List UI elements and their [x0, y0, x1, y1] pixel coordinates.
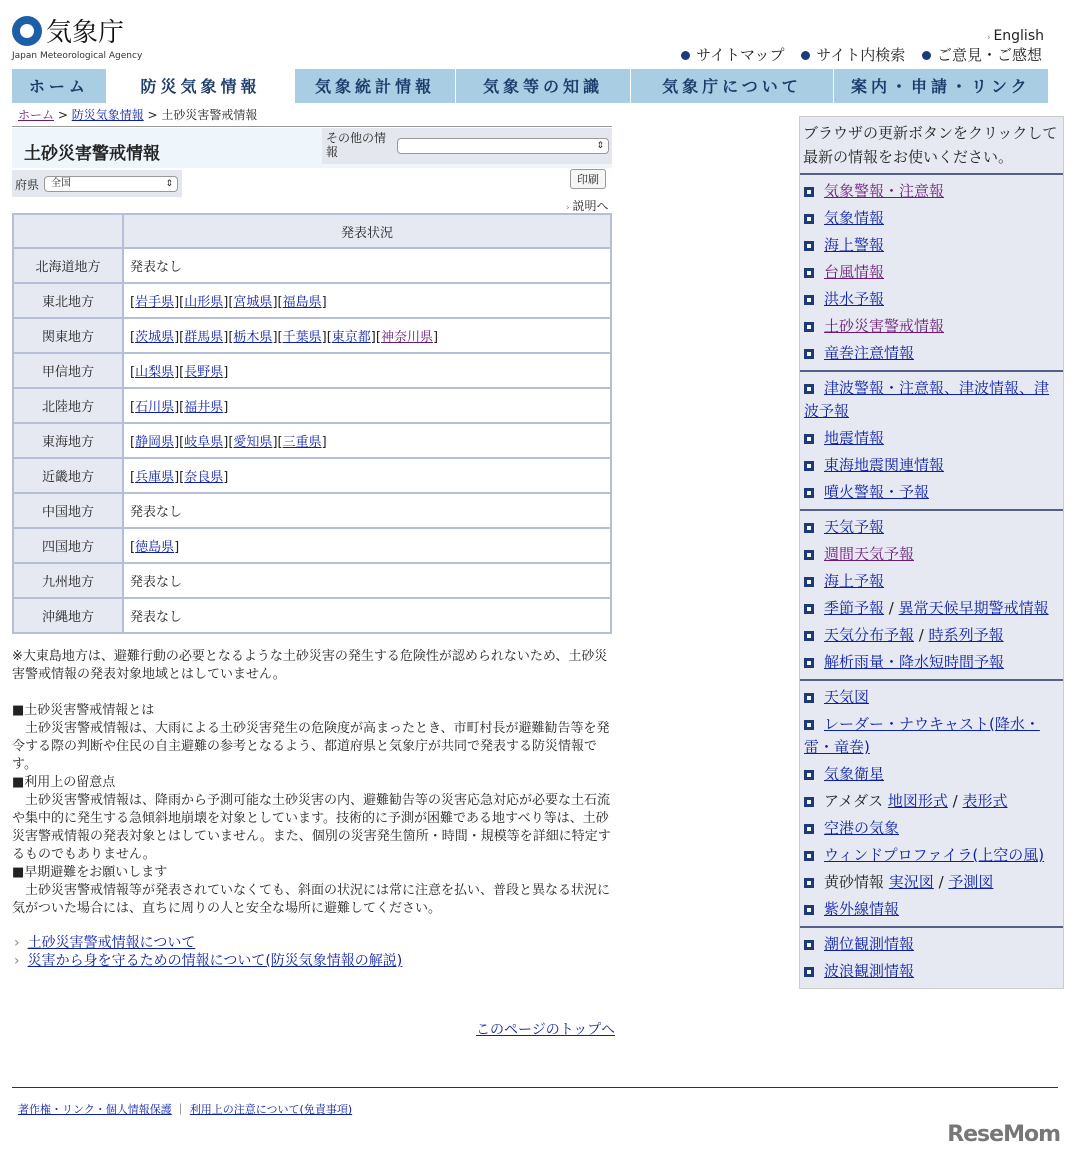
- sidebar-item-prefix: アメダス: [824, 792, 884, 810]
- sidebar-link[interactable]: 東海地震関連情報: [824, 456, 945, 474]
- square-bullet-icon: [804, 268, 814, 278]
- status-text: 発表なし: [130, 505, 183, 520]
- status-cell: [123, 563, 611, 598]
- other-info-label: その他の情報: [326, 131, 387, 159]
- sidebar-link[interactable]: 台風情報: [824, 263, 885, 281]
- status-cell: [岩手県][山形県][宮城県][福島県]: [123, 283, 611, 318]
- table-row: [13, 318, 611, 353]
- title-bar: [12, 128, 612, 168]
- status-cell: [兵庫県][奈良県]: [123, 458, 611, 493]
- square-bullet-icon: [804, 878, 814, 888]
- square-bullet-icon: [804, 322, 814, 332]
- region-cell: 中国地方: [13, 493, 123, 528]
- sidebar-item: [800, 843, 1063, 868]
- prefecture-link[interactable]: 群馬県: [184, 330, 224, 345]
- sidebar: [799, 116, 1064, 989]
- prefecture-link[interactable]: 三重県: [282, 435, 322, 450]
- table-header-status: 発表状況: [123, 214, 611, 248]
- page-title: 土砂災害警戒情報: [24, 144, 160, 164]
- prefecture-link[interactable]: 山形県: [184, 295, 224, 310]
- page-top-link[interactable]: このページのトップへ: [476, 1022, 616, 1038]
- sidebar-link[interactable]: 表形式: [962, 792, 1008, 810]
- sidebar-link[interactable]: 予測図: [948, 873, 994, 891]
- sidebar-item: 天気分布予報 / 時系列予報: [800, 623, 1063, 648]
- note-paragraph: ■利用上の留意点: [12, 775, 116, 790]
- sidebar-link[interactable]: 津波警報・注意報、津波情報、津波予報: [804, 379, 1050, 420]
- note-paragraph: 土砂災害警戒情報は、大雨による土砂災害発生の危険度が高まったとき、市町村長が避難勧告等を発令する際の判断や住民の自主避難の参考となるよう、都道府県と気象庁が共同で発表する防災情報です。: [12, 721, 610, 772]
- prefecture-link[interactable]: 東京都: [331, 330, 371, 345]
- sidebar-item: 黄砂情報 実況図 / 予測図: [800, 870, 1063, 895]
- warning-status-table: [12, 213, 612, 634]
- breadcrumb-disaster-info[interactable]: 防災気象情報: [71, 108, 144, 122]
- prefecture-link[interactable]: 徳島県: [135, 540, 175, 555]
- table-row: [13, 493, 611, 528]
- explanation-label: 説明へ: [572, 199, 609, 213]
- prefecture-link[interactable]: 福井県: [184, 400, 224, 415]
- table-row: [13, 388, 611, 423]
- region-cell: 北陸地方: [13, 388, 123, 423]
- note-paragraph: 土砂災害警戒情報は、降雨から予測可能な土砂災害の内、避難勧告等の災害応急対応が必要な土石流や集中的に発生する急傾斜地崩壊を対象としています。技術的に予測が困難である地すべり等は、土砂災害警戒情報の発表対象とはしていません。また、個別の災害発生箇所・時間・規模等を詳細に特定するものでもありません。: [12, 793, 611, 862]
- english-label: English: [993, 28, 1044, 44]
- note-paragraph: ※大東島地方は、避難行動の必要となるような土砂災害の発生する危険性が認められないため、土砂災害警戒情報の発表対象地域とはしていません。: [12, 649, 608, 682]
- logo-name: 気象庁: [46, 18, 125, 48]
- square-bullet-icon: [804, 797, 814, 807]
- region-cell: 東海地方: [13, 423, 123, 458]
- nav-about[interactable]: 気象庁について: [631, 69, 833, 103]
- sidebar-link[interactable]: 季節予報: [824, 599, 885, 617]
- sidebar-item: [800, 542, 1063, 567]
- sidebar-item: アメダス 地図形式 / 表形式: [800, 789, 1063, 814]
- status-cell: [123, 248, 611, 283]
- prefecture-link[interactable]: 岩手県: [135, 295, 175, 310]
- status-cell: [123, 493, 611, 528]
- footer: 著作権・リンク・個人情報保護 ｜ 利用上の注意について(免責事項): [18, 1103, 353, 1116]
- prefecture-link[interactable]: 茨城県: [135, 330, 175, 345]
- prefecture-link[interactable]: 山梨県: [135, 365, 175, 380]
- print-button[interactable]: 印刷: [570, 169, 606, 189]
- sidebar-item: [800, 480, 1063, 505]
- square-bullet-icon: [804, 905, 814, 915]
- prefecture-link[interactable]: 静岡県: [135, 435, 175, 450]
- sidebar-item: [800, 650, 1063, 675]
- resemom-watermark: ReseMom: [947, 1122, 1060, 1147]
- status-text: 発表なし: [130, 260, 183, 275]
- table-row: [13, 423, 611, 458]
- table-row: [13, 458, 611, 493]
- status-cell: [山梨県][長野県]: [123, 353, 611, 388]
- square-bullet-icon: [804, 940, 814, 950]
- table-row: [13, 563, 611, 598]
- sidebar-link[interactable]: 天気図: [824, 688, 870, 706]
- other-info-select[interactable]: [397, 138, 609, 154]
- prefecture-link[interactable]: 宮城県: [233, 295, 273, 310]
- region-cell: 四国地方: [13, 528, 123, 563]
- sidebar-link[interactable]: ウィンドプロファイラ(上空の風): [824, 846, 1045, 864]
- status-cell: [徳島県]: [123, 528, 611, 563]
- nav-disaster-info[interactable]: 防災気象情報: [107, 69, 295, 103]
- sidebar-item: [800, 932, 1063, 957]
- sidebar-link[interactable]: 潮位観測情報: [824, 935, 915, 953]
- note-paragraph: [12, 684, 612, 702]
- prefecture-link[interactable]: 千葉県: [282, 330, 322, 345]
- square-bullet-icon: [804, 658, 814, 668]
- sidebar-item: [800, 233, 1063, 258]
- sidebar-link[interactable]: 解析雨量・降水短時間予報: [824, 653, 1005, 671]
- square-bullet-icon: [804, 187, 814, 197]
- note-paragraph: 土砂災害警戒情報等が発表されていなくても、斜面の状況には常に注意を払い、普段と異なる状況に気がついた場合には、直ちに周りの人と安全な場所に避難してください。: [12, 883, 611, 916]
- sidebar-link[interactable]: レーダー・ナウキャスト(降水・雷・竜巻): [804, 715, 1040, 756]
- footer-divider: [12, 1087, 1058, 1088]
- status-cell: [123, 598, 611, 633]
- sidebar-item: [800, 206, 1063, 231]
- sidebar-link[interactable]: 土砂災害警戒情報: [824, 317, 945, 335]
- region-cell: 九州地方: [13, 563, 123, 598]
- sidebar-item: [800, 685, 1063, 710]
- sidebar-item: [800, 515, 1063, 540]
- sidebar-link[interactable]: 気象警報・注意報: [824, 182, 945, 200]
- sidebar-link[interactable]: 洪水予報: [824, 290, 885, 308]
- prefecture-select[interactable]: 全国 ⇕: [44, 176, 178, 192]
- protection-info-link[interactable]: 災害から身を守るための情報について(防災気象情報の解説): [27, 953, 403, 969]
- region-cell: 関東地方: [13, 318, 123, 353]
- table-row: [13, 248, 611, 283]
- sidebar-link[interactable]: 気象衛星: [824, 765, 885, 783]
- logo-english-name: Japan Meteorological Agency: [12, 51, 143, 61]
- sidebar-link[interactable]: 気象情報: [824, 209, 885, 227]
- sidebar-group: [800, 372, 1063, 511]
- prefecture-link[interactable]: 福島県: [282, 295, 322, 310]
- bullet-icon: [801, 51, 810, 60]
- square-bullet-icon: [804, 523, 814, 533]
- square-bullet-icon: [804, 851, 814, 861]
- square-bullet-icon: [804, 720, 814, 730]
- prefecture-link[interactable]: 兵庫県: [135, 470, 175, 485]
- prefecture-link[interactable]: 奈良県: [184, 470, 224, 485]
- region-cell: 東北地方: [13, 283, 123, 318]
- sidebar-item: [800, 762, 1063, 787]
- breadcrumb-home[interactable]: ホーム: [18, 108, 55, 122]
- feedback-link[interactable]: ご意見・ご感想: [936, 46, 1042, 64]
- square-bullet-icon: [804, 824, 814, 834]
- sidebar-item: [800, 897, 1063, 922]
- sidebar-item: [800, 260, 1063, 285]
- sidebar-item: [800, 453, 1063, 478]
- square-bullet-icon: [804, 770, 814, 780]
- nav-knowledge[interactable]: 気象等の知識: [456, 69, 632, 103]
- sidebar-link[interactable]: 紫外線情報: [824, 900, 900, 918]
- sidebar-link[interactable]: 海上予報: [824, 572, 885, 590]
- region-cell: 甲信地方: [13, 353, 123, 388]
- note-paragraph: ■早期避難をお願いします: [12, 865, 168, 880]
- region-cell: 北海道地方: [13, 248, 123, 283]
- square-bullet-icon: [804, 967, 814, 977]
- sidebar-link[interactable]: 地震情報: [824, 429, 885, 447]
- square-bullet-icon: [804, 241, 814, 251]
- jma-logo-icon: [12, 16, 42, 46]
- note-paragraph: ■土砂災害警戒情報とは: [12, 703, 155, 718]
- region-cell: 沖縄地方: [13, 598, 123, 633]
- square-bullet-icon: [804, 693, 814, 703]
- related-links: [14, 934, 402, 970]
- sidebar-item: [800, 959, 1063, 984]
- square-bullet-icon: [804, 550, 814, 560]
- prefecture-link[interactable]: 神奈川県: [380, 330, 433, 345]
- prefecture-link[interactable]: 愛知県: [233, 435, 273, 450]
- breadcrumb: ホーム > 防災気象情報 > 土砂災害警戒情報: [18, 108, 258, 122]
- sidebar-link[interactable]: 天気分布予報: [824, 626, 915, 644]
- sidebar-link[interactable]: 異常天候早期警戒情報: [898, 599, 1049, 617]
- table-header-blank: [13, 214, 123, 248]
- sidebar-link[interactable]: 海上警報: [824, 236, 885, 254]
- sidebar-item: [800, 569, 1063, 594]
- breadcrumb-current: 土砂災害警戒情報: [161, 108, 258, 122]
- region-cell: 近畿地方: [13, 458, 123, 493]
- prefecture-link[interactable]: 岐阜県: [184, 435, 224, 450]
- status-cell: [石川県][福井県]: [123, 388, 611, 423]
- nav-home[interactable]: ホーム: [12, 69, 107, 103]
- sidebar-link[interactable]: 竜巻注意情報: [824, 344, 915, 362]
- site-search-link[interactable]: サイト内検索: [816, 46, 906, 64]
- square-bullet-icon: [804, 349, 814, 359]
- sidebar-group: [800, 681, 1063, 928]
- sidebar-item: [800, 287, 1063, 312]
- status-cell: [静岡県][岐阜県][愛知県][三重県]: [123, 423, 611, 458]
- square-bullet-icon: [804, 434, 814, 444]
- sidebar-link[interactable]: 空港の気象: [824, 819, 900, 837]
- bullet-icon: [681, 51, 690, 60]
- sidebar-link[interactable]: 時系列予報: [928, 626, 1004, 644]
- sidebar-item-prefix: 黄砂情報: [824, 873, 885, 891]
- divider: [12, 126, 612, 127]
- status-text: 発表なし: [130, 610, 183, 625]
- copyright-link[interactable]: 著作権・リンク・個人情報保護: [18, 1103, 172, 1116]
- notes: [12, 648, 612, 918]
- sidebar-item: 季節予報 / 異常天候早期警戒情報: [800, 596, 1063, 621]
- nav-links[interactable]: 案内・申請・リンク: [850, 77, 1031, 96]
- sitemap-link[interactable]: サイトマップ: [696, 46, 785, 64]
- prefecture-label: 府県: [15, 178, 40, 192]
- main-nav: [12, 69, 1048, 103]
- jma-logo[interactable]: [12, 12, 142, 61]
- sidebar-link[interactable]: 天気予報: [824, 518, 885, 536]
- sidebar-link[interactable]: 波浪観測情報: [824, 962, 915, 980]
- disclaimer-link[interactable]: 利用上の注意について(免責事項): [189, 1103, 353, 1116]
- english-link[interactable]: › English: [986, 28, 1044, 44]
- table-row: [13, 283, 611, 318]
- status-text: 発表なし: [130, 575, 183, 590]
- sidebar-group: [800, 928, 1063, 988]
- square-bullet-icon: [804, 384, 814, 394]
- square-bullet-icon: [804, 604, 814, 614]
- table-row: [13, 528, 611, 563]
- square-bullet-icon: [804, 214, 814, 224]
- top-links: [669, 44, 1042, 65]
- sidebar-item: [800, 376, 1063, 424]
- prefecture-link[interactable]: 石川県: [135, 400, 175, 415]
- table-row: [13, 353, 611, 388]
- bullet-icon: [922, 51, 931, 60]
- sidebar-link[interactable]: 地図形式: [887, 792, 948, 810]
- square-bullet-icon: [804, 488, 814, 498]
- prefecture-link[interactable]: 長野県: [184, 365, 224, 380]
- nav-statistics[interactable]: 気象統計情報: [295, 69, 456, 103]
- square-bullet-icon: [804, 295, 814, 305]
- sidebar-item: [800, 314, 1063, 339]
- sidebar-item: [800, 816, 1063, 841]
- square-bullet-icon: [804, 631, 814, 641]
- sidebar-item: [800, 341, 1063, 366]
- sidebar-link[interactable]: 実況図: [888, 873, 934, 891]
- sidebar-item: [800, 426, 1063, 451]
- square-bullet-icon: [804, 577, 814, 587]
- prefecture-link[interactable]: 栃木県: [233, 330, 273, 345]
- sidebar-group: [800, 511, 1063, 681]
- sidebar-item: [800, 179, 1063, 204]
- sidebar-link[interactable]: 噴火警報・予報: [824, 483, 930, 501]
- sidebar-notice: ブラウザの更新ボタンをクリックして最新の情報をお使いください。: [800, 117, 1063, 175]
- sidebar-group: [800, 175, 1063, 372]
- status-cell: [茨城県][群馬県][栃木県][千葉県][東京都][神奈川県]: [123, 318, 611, 353]
- sidebar-link[interactable]: 週間天気予報: [824, 545, 915, 563]
- table-row: [13, 598, 611, 633]
- prefecture-filter: [12, 170, 182, 197]
- sidebar-item: [800, 712, 1063, 760]
- other-info: [322, 128, 612, 164]
- explanation-link[interactable]: › 説明へ: [566, 199, 609, 213]
- square-bullet-icon: [804, 461, 814, 471]
- about-warning-link[interactable]: 土砂災害警戒情報について: [27, 935, 196, 951]
